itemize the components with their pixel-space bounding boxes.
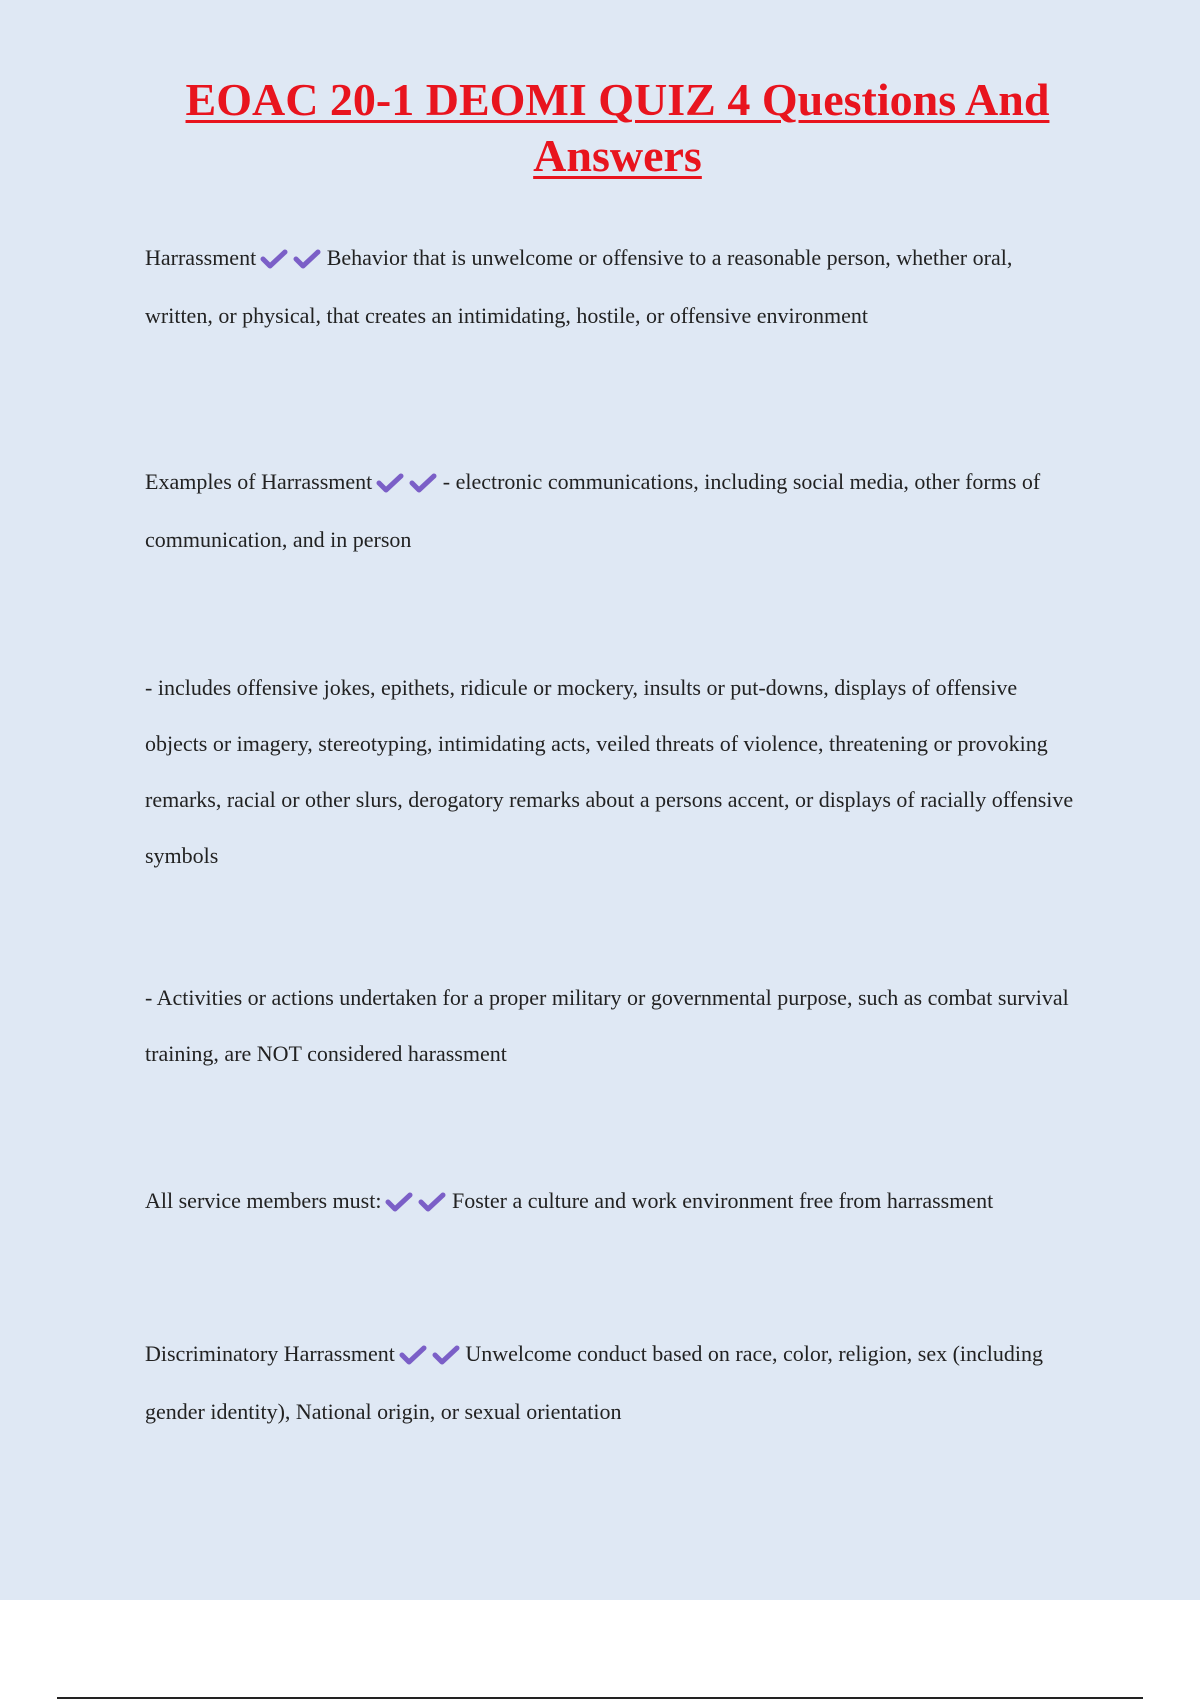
checkmark-icon bbox=[399, 1345, 427, 1365]
entry-term: Harrassment bbox=[145, 245, 257, 270]
qa-entry-harrassment bbox=[145, 229, 1080, 345]
entry-definition: Behavior that is unwelcome or offensive to a reasonable person, whether oral, written, or physical, that creates an intimidating, hostile, or offensive environment bbox=[145, 245, 1013, 328]
checkmark-icon bbox=[418, 1192, 446, 1212]
footer-divider bbox=[57, 1697, 1143, 1699]
checkmark-icon bbox=[432, 1345, 460, 1365]
paragraph-text: - includes offensive jokes, epithets, ridicule or mockery, insults or put-downs, displays of offensive objects or imagery, stereotyping, intimidating acts, veiled threats of violence, threatening or provoking remarks, racial or other slurs, derogatory remarks about a persons accent, or displays of racially offensive symbols bbox=[145, 675, 1074, 868]
paragraph-text: - Activities or actions undertaken for a proper military or governmental purpose, such as combat survival training, are NOT considered harassment bbox=[145, 985, 1069, 1066]
entry-term: Examples of Harrassment bbox=[145, 469, 373, 494]
qa-entry-discriminatory-harrassment bbox=[145, 1325, 1080, 1441]
document-title: EOAC 20-1 DEOMI QUIZ 4 Questions And Answers bbox=[185, 74, 1050, 181]
checkmark-icon bbox=[385, 1192, 413, 1212]
entry-term: Discriminatory Harrassment bbox=[145, 1341, 395, 1366]
entry-definition: - electronic communications, including social media, other forms of communication, and in person bbox=[145, 469, 1041, 552]
checkmark-icon bbox=[376, 473, 404, 493]
checkmark-icon bbox=[409, 473, 437, 493]
entry-term: All service members must: bbox=[145, 1188, 382, 1213]
examples-continuation bbox=[145, 660, 1080, 884]
exception-note bbox=[145, 970, 1080, 1082]
entry-definition: Unwelcome conduct based on race, color, religion, sex (including gender identity), National origin, or sexual orientation bbox=[145, 1341, 1044, 1424]
qa-entry-service-members bbox=[145, 1172, 1080, 1230]
qa-entry-examples-of-harrassment bbox=[145, 453, 1080, 569]
entry-definition: Foster a culture and work environment free from harrassment bbox=[451, 1188, 994, 1213]
checkmark-icon bbox=[293, 249, 321, 269]
checkmark-icon bbox=[260, 249, 288, 269]
